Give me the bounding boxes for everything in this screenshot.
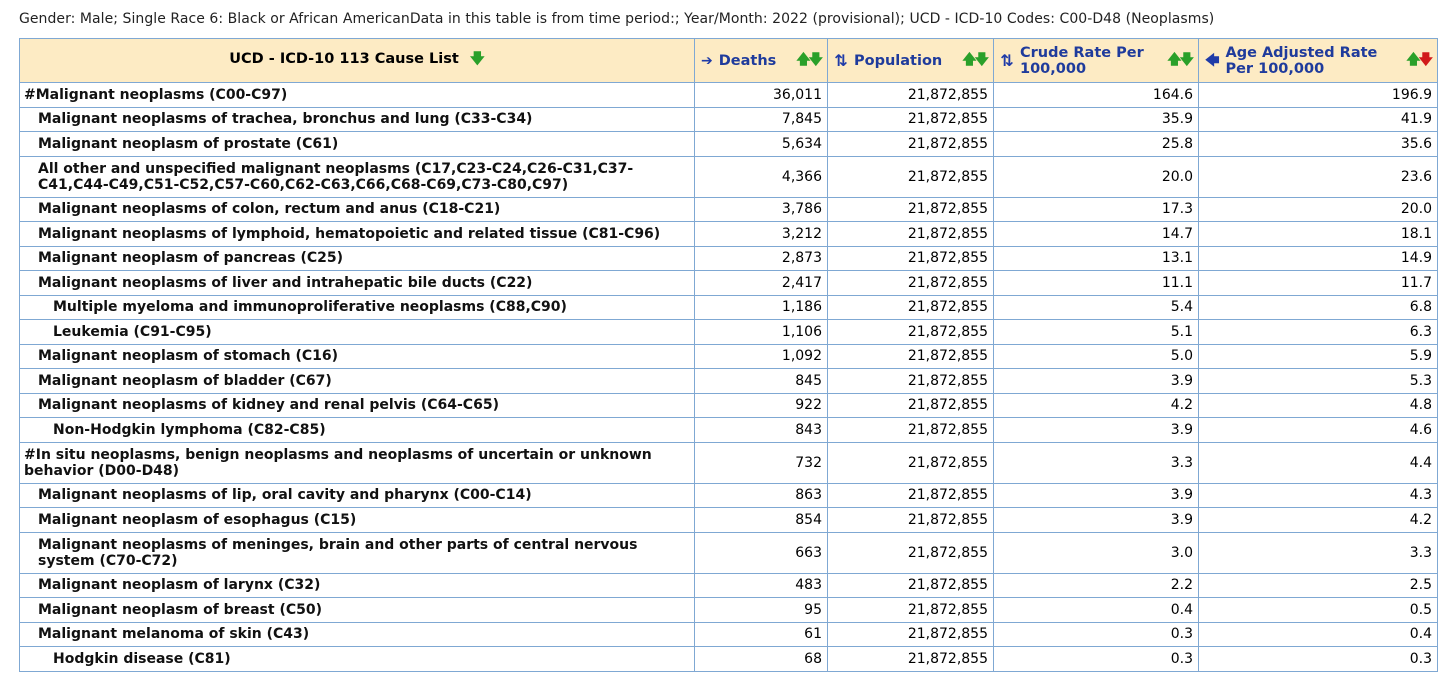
age-adjusted-rate-cell: 4.3 bbox=[1199, 483, 1438, 508]
left-arrow-icon[interactable]: 🡄 bbox=[1205, 52, 1220, 69]
population-cell: 21,872,855 bbox=[828, 295, 994, 320]
cause-cell: Malignant neoplasm of prostate (C61) bbox=[20, 132, 695, 157]
table-row bbox=[20, 598, 1438, 623]
population-cell: 21,872,855 bbox=[828, 508, 994, 533]
age-adjusted-rate-cell: 11.7 bbox=[1199, 271, 1438, 296]
population-cell: 21,872,855 bbox=[828, 107, 994, 132]
crude-rate-cell: 3.9 bbox=[994, 418, 1199, 443]
population-cell: 21,872,855 bbox=[828, 532, 994, 573]
crude-rate-cell: 3.0 bbox=[994, 532, 1199, 573]
population-cell: 21,872,855 bbox=[828, 344, 994, 369]
table-row bbox=[20, 508, 1438, 533]
column-header-age-adjusted-line2: Per 100,000 bbox=[1225, 60, 1325, 77]
table-row bbox=[20, 295, 1438, 320]
table-row bbox=[20, 344, 1438, 369]
crude-rate-cell: 0.3 bbox=[994, 622, 1199, 647]
deaths-cell: 3,212 bbox=[695, 222, 828, 247]
column-header-cause[interactable] bbox=[20, 39, 695, 83]
table-row bbox=[20, 442, 1438, 483]
crude-rate-cell: 11.1 bbox=[994, 271, 1199, 296]
population-cell: 21,872,855 bbox=[828, 598, 994, 623]
age-adjusted-rate-cell: 4.8 bbox=[1199, 393, 1438, 418]
deaths-cell: 843 bbox=[695, 418, 828, 443]
population-cell: 21,872,855 bbox=[828, 393, 994, 418]
crude-rate-cell: 4.2 bbox=[994, 393, 1199, 418]
cause-cell: Malignant neoplasm of pancreas (C25) bbox=[20, 246, 695, 271]
population-cell: 21,872,855 bbox=[828, 271, 994, 296]
age-adjusted-rate-cell: 41.9 bbox=[1199, 107, 1438, 132]
table-row bbox=[20, 222, 1438, 247]
column-header-deaths[interactable] bbox=[695, 39, 828, 83]
table-row bbox=[20, 271, 1438, 296]
results-table bbox=[19, 38, 1438, 672]
deaths-cell: 7,845 bbox=[695, 107, 828, 132]
crude-rate-cell: 3.9 bbox=[994, 483, 1199, 508]
population-cell: 21,872,855 bbox=[828, 573, 994, 598]
table-row bbox=[20, 483, 1438, 508]
age-adjusted-rate-cell: 4.4 bbox=[1199, 442, 1438, 483]
crude-rate-cell: 3.9 bbox=[994, 508, 1199, 533]
column-header-crude-rate-line2: 100,000 bbox=[1020, 60, 1087, 77]
crude-rate-cell: 25.8 bbox=[994, 132, 1199, 157]
deaths-cell: 845 bbox=[695, 369, 828, 394]
swap-arrows-icon[interactable]: ⇅ bbox=[1000, 50, 1014, 70]
table-body bbox=[20, 83, 1438, 672]
table-caption: Gender: Male; Single Race 6: Black or African AmericanData in this table is from time period:; Year/Month: 2022 (provisional); UCD - ICD-10 Codes: C00-D48 (Neoplasms) bbox=[19, 11, 1215, 27]
crude-rate-cell: 3.3 bbox=[994, 442, 1199, 483]
age-adjusted-rate-cell: 3.3 bbox=[1199, 532, 1438, 573]
table-row bbox=[20, 393, 1438, 418]
age-adjusted-rate-cell: 4.6 bbox=[1199, 418, 1438, 443]
sort-icon[interactable]: 🡅 🡇 bbox=[1167, 51, 1192, 68]
cause-cell: Leukemia (C91-C95) bbox=[20, 320, 695, 345]
deaths-cell: 5,634 bbox=[695, 132, 828, 157]
cause-cell: Multiple myeloma and immunoproliferative neoplasms (C88,C90) bbox=[20, 295, 695, 320]
population-cell: 21,872,855 bbox=[828, 132, 994, 157]
table-row bbox=[20, 246, 1438, 271]
age-adjusted-rate-cell: 23.6 bbox=[1199, 156, 1438, 197]
swap-arrows-icon[interactable]: ⇅ bbox=[834, 50, 848, 70]
deaths-cell: 732 bbox=[695, 442, 828, 483]
deaths-cell: 4,366 bbox=[695, 156, 828, 197]
age-adjusted-rate-cell: 14.9 bbox=[1199, 246, 1438, 271]
population-cell: 21,872,855 bbox=[828, 156, 994, 197]
crude-rate-cell: 164.6 bbox=[994, 83, 1199, 108]
crude-rate-cell: 35.9 bbox=[994, 107, 1199, 132]
crude-rate-cell: 5.0 bbox=[994, 344, 1199, 369]
population-cell: 21,872,855 bbox=[828, 418, 994, 443]
age-adjusted-rate-cell: 4.2 bbox=[1199, 508, 1438, 533]
crude-rate-cell: 13.1 bbox=[994, 246, 1199, 271]
cause-cell: Malignant melanoma of skin (C43) bbox=[20, 622, 695, 647]
age-adjusted-rate-cell: 5.9 bbox=[1199, 344, 1438, 369]
table-row bbox=[20, 647, 1438, 672]
population-cell: 21,872,855 bbox=[828, 246, 994, 271]
cause-cell: Malignant neoplasm of esophagus (C15) bbox=[20, 508, 695, 533]
crude-rate-cell: 14.7 bbox=[994, 222, 1199, 247]
deaths-cell: 1,106 bbox=[695, 320, 828, 345]
age-adjusted-rate-cell: 18.1 bbox=[1199, 222, 1438, 247]
deaths-cell: 68 bbox=[695, 647, 828, 672]
cause-cell: Non-Hodgkin lymphoma (C82-C85) bbox=[20, 418, 695, 443]
cause-cell: #In situ neoplasms, benign neoplasms and neoplasms of uncertain or unknown behavior (D00-D48) bbox=[20, 442, 695, 483]
crude-rate-cell: 0.3 bbox=[994, 647, 1199, 672]
deaths-cell: 95 bbox=[695, 598, 828, 623]
age-adjusted-rate-cell: 2.5 bbox=[1199, 573, 1438, 598]
crude-rate-cell: 17.3 bbox=[994, 197, 1199, 222]
table-row bbox=[20, 573, 1438, 598]
age-adjusted-rate-cell: 20.0 bbox=[1199, 197, 1438, 222]
deaths-cell: 1,092 bbox=[695, 344, 828, 369]
column-header-population-label: Population bbox=[854, 52, 943, 69]
population-cell: 21,872,855 bbox=[828, 369, 994, 394]
age-adjusted-rate-cell: 196.9 bbox=[1199, 83, 1438, 108]
table-row bbox=[20, 622, 1438, 647]
population-cell: 21,872,855 bbox=[828, 222, 994, 247]
age-adjusted-rate-cell: 35.6 bbox=[1199, 132, 1438, 157]
column-header-age-adjusted-rate[interactable] bbox=[1199, 39, 1438, 83]
age-adjusted-rate-cell: 6.8 bbox=[1199, 295, 1438, 320]
results-table-container bbox=[19, 38, 1437, 672]
table-row bbox=[20, 132, 1438, 157]
deaths-cell: 3,786 bbox=[695, 197, 828, 222]
cause-cell: Malignant neoplasms of trachea, bronchus and lung (C33-C34) bbox=[20, 107, 695, 132]
column-header-age-adjusted-line1: Age Adjusted Rate bbox=[1225, 44, 1378, 61]
cause-cell: Malignant neoplasms of lymphoid, hematopoietic and related tissue (C81-C96) bbox=[20, 222, 695, 247]
cause-cell: Malignant neoplasm of bladder (C67) bbox=[20, 369, 695, 394]
population-cell: 21,872,855 bbox=[828, 320, 994, 345]
cause-cell: Malignant neoplasms of lip, oral cavity and pharynx (C00-C14) bbox=[20, 483, 695, 508]
table-row bbox=[20, 83, 1438, 108]
cause-cell: Malignant neoplasms of meninges, brain and other parts of central nervous system (C70-C72) bbox=[20, 532, 695, 573]
crude-rate-cell: 0.4 bbox=[994, 598, 1199, 623]
table-row bbox=[20, 418, 1438, 443]
population-cell: 21,872,855 bbox=[828, 622, 994, 647]
deaths-cell: 854 bbox=[695, 508, 828, 533]
deaths-cell: 1,186 bbox=[695, 295, 828, 320]
age-adjusted-rate-cell: 0.3 bbox=[1199, 647, 1438, 672]
deaths-cell: 36,011 bbox=[695, 83, 828, 108]
population-cell: 21,872,855 bbox=[828, 483, 994, 508]
cause-cell: Malignant neoplasm of larynx (C32) bbox=[20, 573, 695, 598]
column-header-deaths-label: Deaths bbox=[718, 52, 777, 69]
cause-cell: #Malignant neoplasms (C00-C97) bbox=[20, 83, 695, 108]
population-cell: 21,872,855 bbox=[828, 83, 994, 108]
table-row bbox=[20, 320, 1438, 345]
sort-icon[interactable]: 🡅 🡇 bbox=[962, 51, 987, 68]
sort-down-icon[interactable]: 🡇 bbox=[469, 51, 485, 67]
cause-cell: Malignant neoplasms of kidney and renal pelvis (C64-C65) bbox=[20, 393, 695, 418]
cause-cell: Malignant neoplasm of breast (C50) bbox=[20, 598, 695, 623]
column-header-population[interactable] bbox=[828, 39, 994, 83]
sort-icon[interactable]: 🡅 🡇 bbox=[796, 51, 821, 68]
population-cell: 21,872,855 bbox=[828, 197, 994, 222]
table-row bbox=[20, 156, 1438, 197]
age-adjusted-rate-cell: 0.5 bbox=[1199, 598, 1438, 623]
cause-cell: All other and unspecified malignant neoplasms (C17,C23-C24,C26-C31,C37-C41,C44-C49,C51-C52,C57-C60,C62-C63,C66,C68-C69,C73-C80,C97) bbox=[20, 156, 695, 197]
crude-rate-cell: 5.1 bbox=[994, 320, 1199, 345]
cause-cell: Malignant neoplasms of liver and intrahepatic bile ducts (C22) bbox=[20, 271, 695, 296]
table-row bbox=[20, 107, 1438, 132]
age-adjusted-rate-cell: 0.4 bbox=[1199, 622, 1438, 647]
sort-icon[interactable]: 🡅 🡇 bbox=[1406, 51, 1431, 68]
deaths-cell: 922 bbox=[695, 393, 828, 418]
age-adjusted-rate-cell: 6.3 bbox=[1199, 320, 1438, 345]
right-arrow-icon[interactable]: ➔ bbox=[701, 52, 713, 69]
population-cell: 21,872,855 bbox=[828, 647, 994, 672]
deaths-cell: 2,417 bbox=[695, 271, 828, 296]
table-row bbox=[20, 369, 1438, 394]
deaths-cell: 61 bbox=[695, 622, 828, 647]
column-header-crude-rate[interactable] bbox=[994, 39, 1199, 83]
crude-rate-cell: 20.0 bbox=[994, 156, 1199, 197]
deaths-cell: 2,873 bbox=[695, 246, 828, 271]
deaths-cell: 483 bbox=[695, 573, 828, 598]
cause-cell: Malignant neoplasm of stomach (C16) bbox=[20, 344, 695, 369]
table-row bbox=[20, 197, 1438, 222]
deaths-cell: 663 bbox=[695, 532, 828, 573]
population-cell: 21,872,855 bbox=[828, 442, 994, 483]
header-row bbox=[20, 39, 1438, 83]
crude-rate-cell: 2.2 bbox=[994, 573, 1199, 598]
cause-cell: Hodgkin disease (C81) bbox=[20, 647, 695, 672]
crude-rate-cell: 5.4 bbox=[994, 295, 1199, 320]
column-header-cause-label: UCD - ICD-10 113 Cause List bbox=[229, 51, 459, 67]
deaths-cell: 863 bbox=[695, 483, 828, 508]
column-header-crude-rate-line1: Crude Rate Per bbox=[1020, 44, 1144, 61]
age-adjusted-rate-cell: 5.3 bbox=[1199, 369, 1438, 394]
crude-rate-cell: 3.9 bbox=[994, 369, 1199, 394]
table-row bbox=[20, 532, 1438, 573]
cause-cell: Malignant neoplasms of colon, rectum and anus (C18-C21) bbox=[20, 197, 695, 222]
